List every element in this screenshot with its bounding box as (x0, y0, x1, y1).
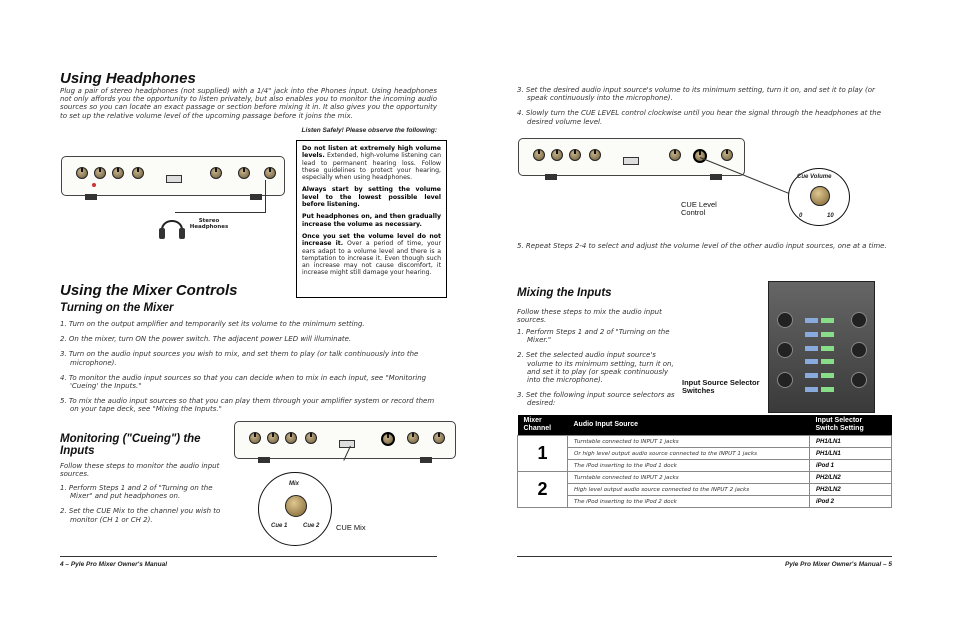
table-row (518, 484, 892, 496)
selector-label: Input Source Selector Switches (682, 378, 760, 395)
headphones-intro: Plug a pair of stereo headphones (not supplied) with a 1/4" jack into the Phones input. Using headphones not only affords you the opportunity to listen privately, but also enables you to monitor the incoming audio sources so you can locate an exact passage or section before mixing it in. It also gives you the opportunity to set up the relative volume level of the upcoming passage before it joins the mix. (60, 87, 437, 120)
mixer-controls-title: Using the Mixer Controls (60, 282, 238, 299)
cue-steps-3-4 (517, 86, 892, 133)
table-header: Audio Input Source (568, 415, 810, 436)
turning-on-step: 1. Turn on the output amplifier and temporarily set its volume to the minimum setting. (60, 320, 365, 328)
source-cell: Or high level output audio source connected to the INPUT 1 jacks (568, 448, 810, 460)
mixing-step: 2. Set the selected audio input source's volume to its minimum setting, turn it on, and set it to play (or speak continuously into the microphone). (517, 351, 674, 385)
headphones-title: Using Headphones (60, 70, 196, 87)
mixing-intro: Follow these steps to mix the audio input sources. (517, 308, 662, 325)
table-row (518, 496, 892, 508)
monitoring-title: Monitoring ("Cueing") the Inputs (60, 433, 201, 457)
cue-volume-knob-zoom (788, 168, 850, 226)
table-row (518, 436, 892, 448)
setting-cell: iPod 2 (810, 496, 892, 508)
cue-step-3: 3. Set the desired audio input source's volume to its minimum setting, turn it on, and set it to play (or speak continuously into the microphone). (517, 86, 875, 103)
mixer-panel-cue-diagram (234, 421, 456, 459)
monitoring-step: 2. Set the CUE Mix to the channel you wish to monitor (CH 1 or CH 2). (60, 507, 221, 524)
input-selector-photo (768, 281, 875, 413)
setting-cell: iPod 1 (810, 460, 892, 472)
mixer-panel-cue-level-diagram (518, 138, 745, 176)
cue2-label: Cue 2 (303, 523, 320, 529)
table-row (518, 460, 892, 472)
monitoring-intro: Follow these steps to monitor the audio input sources. (60, 462, 220, 479)
stereo-headphones-label: Stereo Headphones (189, 218, 229, 230)
warning-p4-rest: Over a period of time, your ears adapt to a volume level and there is a temptation to increase it. Even though such an increase may not cause discomfort, it increase might still damage your hearing. (302, 240, 441, 277)
source-cell: High level output audio source connected to the INPUT 2 jacks (568, 484, 810, 496)
channel-1: 1 (518, 436, 568, 472)
cue-volume-max: 10 (827, 213, 834, 219)
turning-on-step: 4. To monitor the audio input sources so that you can decide when to mix in each input, see "Monitoring 'Cueing' the Inputs." (60, 373, 427, 391)
turning-on-step: 2. On the mixer, turn ON the power switch. The adjacent power LED will illuminate. (60, 335, 352, 344)
turning-on-step: 3. Turn on the audio input sources you wish to mix, and set them to play (or talk continuously into the microphone). (60, 350, 419, 367)
left-page-footer: 4 – Pyle Pro Mixer Owner's Manual (60, 561, 168, 568)
cue-step-5: 5. Repeat Steps 2-4 to select and adjust the volume level of the other audio input sources, one at a time. (517, 242, 887, 250)
cue-level-label: CUE Level Control (681, 200, 717, 217)
source-cell: Turntable connected to INPUT 2 jacks (568, 472, 810, 484)
cue-volume-label: Cue Volume (797, 174, 832, 180)
monitoring-steps (60, 484, 235, 531)
cue-mix-label: CUE Mix (336, 523, 366, 532)
mixer-front-panel-diagram (61, 156, 285, 196)
mixing-title: Mixing the Inputs (517, 287, 612, 299)
warning-p1-rest: Extended, high-volume listening can lead to permanent hearing loss. Follow these guidelines to protect your hearing, especially when using headphones. (302, 152, 441, 182)
setting-cell: PH1/LN1 (810, 436, 892, 448)
table-header: Input Selector Switch Setting (810, 415, 892, 436)
setting-cell: PH2/LN2 (810, 484, 892, 496)
turning-on-step: 5. To mix the audio input sources so that you can play them through your amplifier system or record them on your tape deck, see "Mixing the Inputs." (60, 397, 435, 414)
listen-safely: Listen Safely! Please observe the following: (301, 127, 437, 134)
headphones-icon (157, 212, 187, 242)
mixing-step: 1. Perform Steps 1 and 2 of "Turning on the Mixer." (517, 328, 670, 345)
mixing-steps (517, 328, 677, 415)
warning-p4-bold: Once you set the volume level do not increase it. (302, 232, 441, 248)
cue-step-5-wrap (517, 242, 892, 257)
monitoring-step: 1. Perform Steps 1 and 2 of "Turning on the Mixer" and put headphones on. (60, 484, 213, 501)
input-selector-table (517, 415, 892, 508)
warning-p1-bold: Do not listen at extremely high volume levels. (302, 145, 441, 160)
cue-volume-min: 0 (799, 213, 803, 219)
table-header: Mixer Channel (518, 415, 568, 436)
source-cell: The iPod inserting to the iPod 1 dock (568, 460, 810, 472)
source-cell: Turntable connected to INPUT 1 jacks (568, 436, 810, 448)
warning-p2: Always start by setting the volume level to the lowest possible level before listening. (302, 186, 441, 209)
mixing-step: 3. Set the following input source selectors as desired: (517, 391, 675, 408)
turning-on-title: Turning on the Mixer (60, 302, 174, 314)
source-cell: The iPod inserting to the iPod 2 dock (568, 496, 810, 508)
listen-safely-warning-box (296, 140, 447, 298)
setting-cell: PH1/LN1 (810, 448, 892, 460)
cue1-label: Cue 1 (271, 523, 288, 529)
setting-cell: PH2/LN2 (810, 472, 892, 484)
table-row (518, 472, 892, 484)
cue-step-4: 4. Slowly turn the CUE LEVEL control clockwise until you hear the signal through the headphones at the desired volume level. (517, 109, 882, 126)
warning-p3: Put headphones on, and then gradually increase the volume as necessary. (302, 213, 441, 228)
mix-knob-label: Mix (289, 481, 300, 487)
cue-mix-knob-zoom (258, 472, 332, 546)
channel-2: 2 (518, 472, 568, 508)
right-page-footer: Pyle Pro Mixer Owner's Manual – 5 (784, 561, 892, 568)
table-row (518, 448, 892, 460)
turning-on-steps (60, 320, 437, 421)
